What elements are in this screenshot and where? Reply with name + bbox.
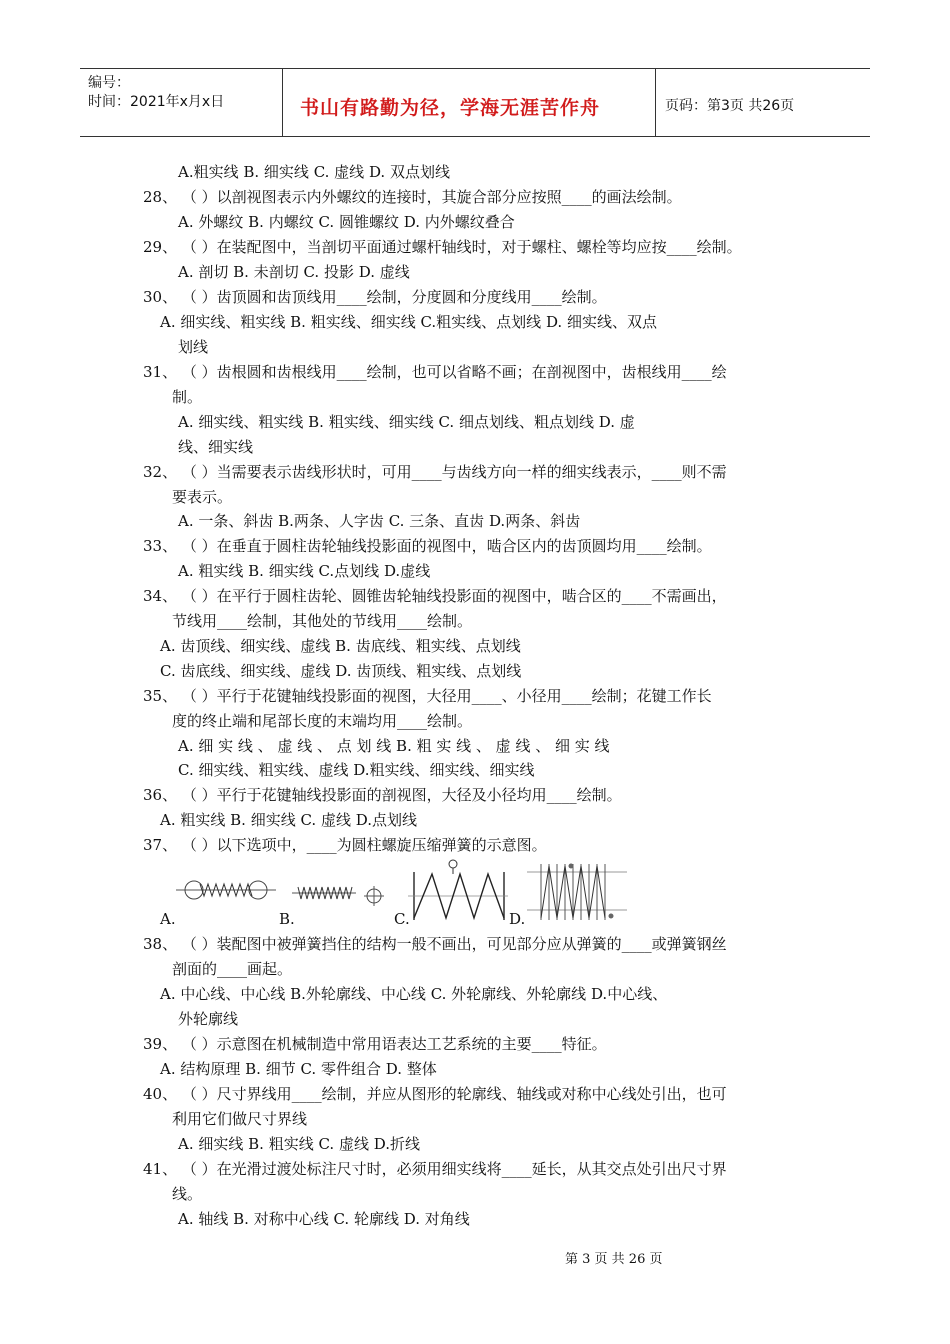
q39-stem: 39、 （ ）示意图在机械制造中常用语表达工艺系统的主要____特征。 bbox=[143, 1035, 607, 1053]
q41-options: A. 轴线 B. 对称中心线 C. 轮廓线 D. 对角线 bbox=[178, 1210, 470, 1228]
q38-options: A. 中心线、中心线 B.外轮廓线、中心线 C. 外轮廓线、外轮廓线 D.中心线、 bbox=[160, 985, 668, 1003]
header-divider-right bbox=[655, 68, 656, 136]
q37-stem: 37、 （ ）以下选项中，____为圆柱螺旋压缩弹簧的示意图。 bbox=[143, 836, 547, 854]
q39-options: A. 结构原理 B. 细节 C. 零件组合 D. 整体 bbox=[160, 1060, 437, 1078]
q38-stem-cont: 剖面的____画起。 bbox=[172, 960, 293, 978]
q28-options: A. 外螺纹 B. 内螺纹 C. 圆锥螺纹 D. 内外螺纹叠合 bbox=[178, 213, 515, 231]
q34-stem: 34、 （ ）在平行于圆柱齿轮、圆锥齿轮轴线投影面的视图中，啮合区的____不需画出， bbox=[143, 587, 727, 605]
header-bottom-rule bbox=[80, 136, 870, 137]
q41-stem: 41、 （ ）在光滑过渡处标注尺寸时，必须用细实线将____延长，从其交点处引出尺寸界 bbox=[143, 1160, 727, 1178]
q37-diagram-a bbox=[176, 870, 276, 910]
q35-stem: 35、 （ ）平行于花键轴线投影面的视图，大径用____、小径用____绘制；花键工作长 bbox=[143, 687, 712, 705]
q33-options: A. 粗实线 B. 细实线 C.点划线 D.虚线 bbox=[178, 562, 431, 580]
q30-stem: 30、 （ ）齿顶圆和齿顶线用____绘制，分度圆和分度线用____绘制。 bbox=[143, 288, 607, 306]
q29-stem: 29、 （ ）在装配图中，当剖切平面通过螺杆轴线时，对于螺柱、螺栓等均应按____绘制。 bbox=[143, 238, 742, 256]
q40-stem-cont: 利用它们做尺寸界线 bbox=[172, 1110, 308, 1128]
q35-stem-cont: 度的终止端和尾部长度的末端均用____绘制。 bbox=[172, 712, 473, 730]
q33-stem: 33、 （ ）在垂直于圆柱齿轮轴线投影面的视图中，啮合区内的齿顶圆均用____绘制。 bbox=[143, 537, 712, 555]
q31-options-cont: 线、细实线 bbox=[178, 438, 254, 456]
q31-stem-cont: 制。 bbox=[172, 388, 203, 406]
header-time-label: 时间：2021年x月x日 bbox=[88, 94, 225, 110]
q32-options: A. 一条、斜齿 B.两条、人字齿 C. 三条、直齿 D.两条、斜齿 bbox=[178, 512, 581, 530]
q38-options-cont: 外轮廓线 bbox=[178, 1010, 239, 1028]
q32-stem-cont: 要表示。 bbox=[172, 488, 233, 506]
q40-options: A. 细实线 B. 粗实线 C. 虚线 D.折线 bbox=[178, 1135, 420, 1153]
q30-options: A. 细实线、粗实线 B. 粗实线、细实线 C.粗实线、点划线 D. 细实线、双点 bbox=[160, 313, 657, 331]
page-footer: 第 3 页 共 26 页 bbox=[565, 1252, 663, 1267]
q28-stem: 28、 （ ）以剖视图表示内外螺纹的连接时，其旋合部分应按照____的画法绘制。 bbox=[143, 188, 682, 206]
q37-option-c-label: C. bbox=[394, 910, 410, 928]
q31-options: A. 细实线、粗实线 B. 粗实线、细实线 C. 细点划线、粗点划线 D. 虚 bbox=[178, 413, 635, 431]
q30-options-cont: 划线 bbox=[178, 338, 209, 356]
q37-diagram-d bbox=[527, 860, 627, 922]
q38-stem: 38、 （ ）装配图中被弹簧挡住的结构一般不画出，可见部分应从弹簧的____或弹簧钢丝 bbox=[143, 935, 727, 953]
header-number-label: 编号： bbox=[88, 75, 130, 91]
q27-options: A.粗实线 B. 细实线 C. 虚线 D. 双点划线 bbox=[178, 163, 450, 181]
q41-stem-cont: 线。 bbox=[172, 1185, 203, 1203]
q34-options-cd: C. 齿底线、细实线、虚线 D. 齿顶线、粗实线、点划线 bbox=[160, 662, 522, 680]
q35-options-cd: C. 细实线、粗实线、虚线 D.粗实线、细实线、细实线 bbox=[178, 761, 535, 779]
q34-options-ab: A. 齿顶线、细实线、虚线 B. 齿底线、粗实线、点划线 bbox=[160, 637, 521, 655]
q37-option-d-label: D. bbox=[509, 910, 526, 928]
header-motto: 书山有路勤为径，学海无涯苦作舟 bbox=[300, 97, 601, 119]
q36-options: A. 粗实线 B. 细实线 C. 虚线 D.点划线 bbox=[160, 811, 417, 829]
header-divider-left bbox=[282, 68, 283, 136]
q31-stem: 31、 （ ）齿根圆和齿根线用____绘制，也可以省略不画；在剖视图中，齿根线用____绘 bbox=[143, 363, 727, 381]
q37-option-a-label: A. bbox=[160, 910, 176, 928]
q35-options-ab: A. 细 实 线 、 虚 线 、 点 划 线 B. 粗 实 线 、 虚 线 、 细 实 线 bbox=[178, 737, 610, 755]
q40-stem: 40、 （ ）尺寸界线用____绘制，并应从图形的轮廓线、轴线或对称中心线处引出，也可 bbox=[143, 1085, 727, 1103]
q32-stem: 32、 （ ）当需要表示齿线形状时，可用____与齿线方向一样的细实线表示，____则不需 bbox=[143, 463, 727, 481]
q37-diagram-b bbox=[292, 875, 392, 915]
q37-option-b-label: B. bbox=[279, 910, 295, 928]
header-top-rule bbox=[80, 68, 870, 69]
header-page-info: 页码：第3页 共26页 bbox=[665, 98, 795, 114]
q37-diagram-c bbox=[408, 856, 508, 922]
q34-stem-cont: 节线用____绘制，其他处的节线用____绘制。 bbox=[172, 612, 473, 630]
q36-stem: 36、 （ ）平行于花键轴线投影面的剖视图，大径及小径均用____绘制。 bbox=[143, 786, 622, 804]
q29-options: A. 剖切 B. 未剖切 C. 投影 D. 虚线 bbox=[178, 263, 410, 281]
